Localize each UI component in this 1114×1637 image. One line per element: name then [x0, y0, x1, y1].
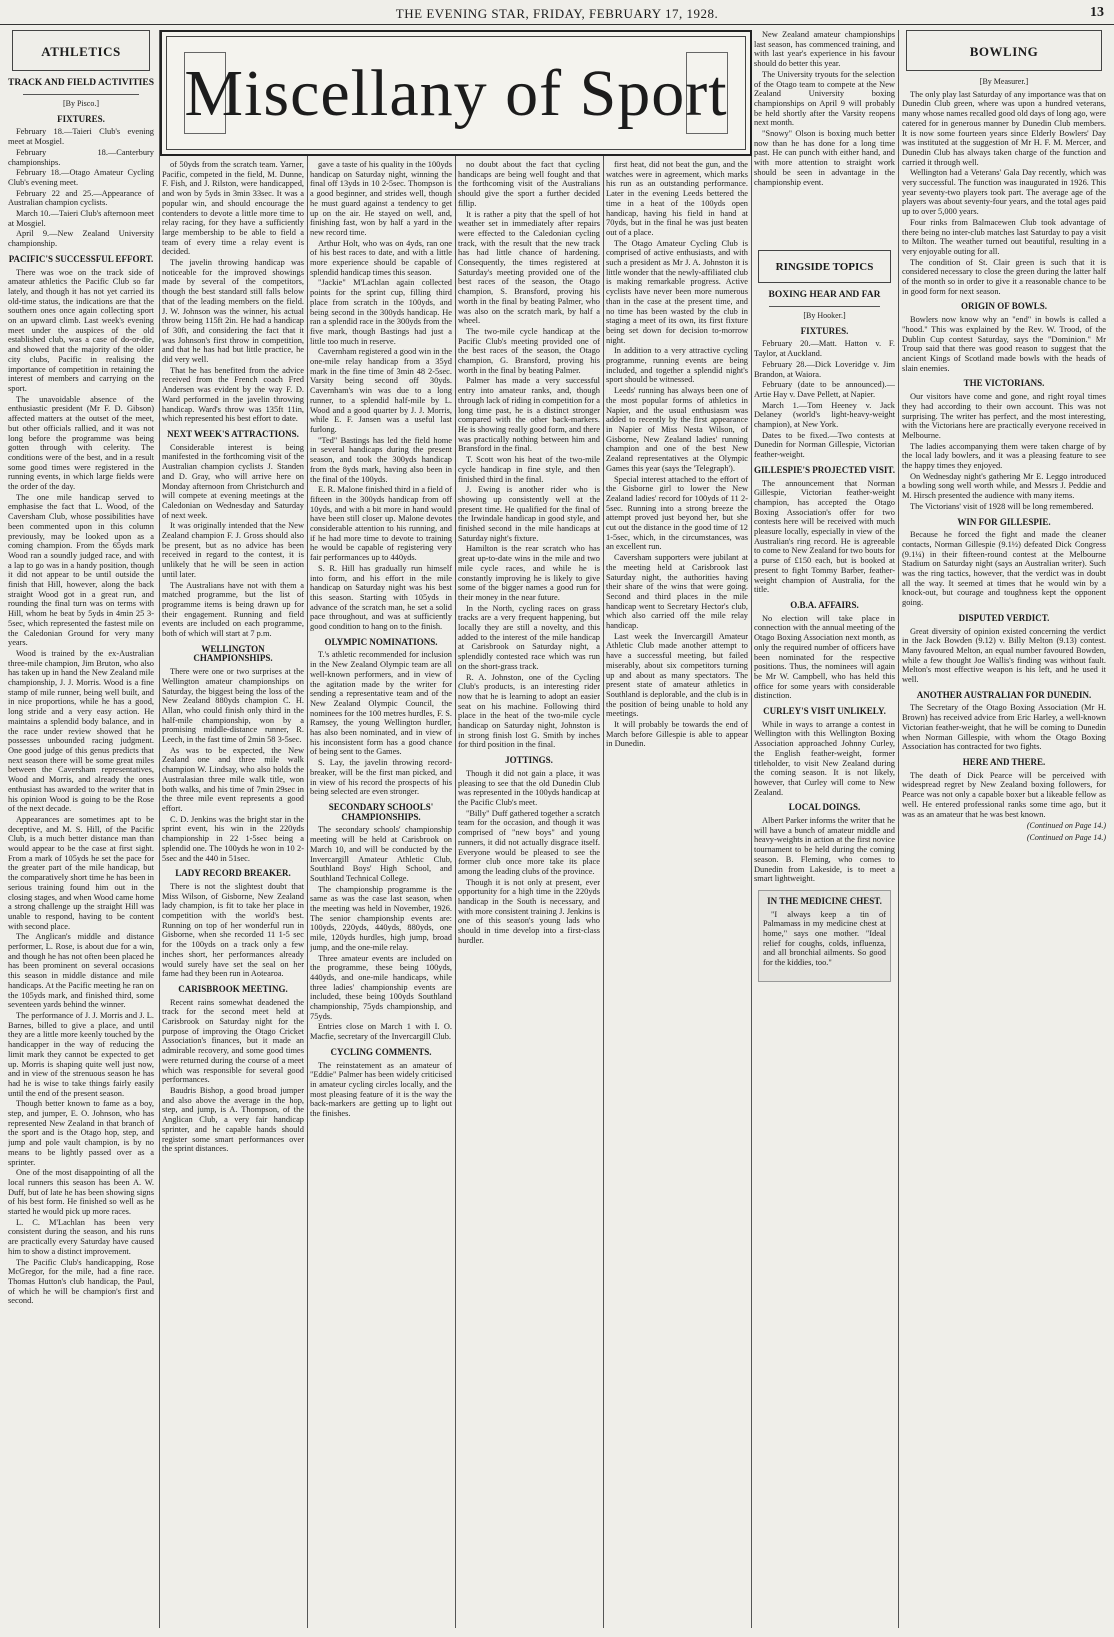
- article-paragraph: The condition of St. Clair green is such that it is considered necessary to close the green during the latter half of the month so in order to give it a reasonable chance to be in good form for next season.: [902, 257, 1106, 296]
- article-paragraph: The Pacific Club's handicapping, Rose McGregor, for the mile, had a fine race. Thomas Hutton's club handicap, the Paul, of which he will be champion's first and second.: [8, 1257, 154, 1306]
- article-paragraph: The Australians have not with them a matched programme, but the list of programme items is being drawn up for their engagement. Running and field events are included on each programme, both of which will start at 7 p.m.: [162, 580, 304, 639]
- article-paragraph: T. Scott won his heat of the two-mile cycle handicap in fine style, and then finished third in the final.: [458, 455, 600, 484]
- article-paragraph: S. R. Hill has gradually run himself into form, and his effort in the mile handicap on Saturday night was his best this season. Starting with 105yds in advance of the scratch man, he set a solid pace throughout, and was at sufficiently good condition to hang on to the finish.: [310, 563, 452, 632]
- ringside-header-box: [758, 250, 891, 283]
- continued-note: (Continued on Page 14.): [1026, 821, 1106, 831]
- column-rule: [751, 30, 752, 1628]
- subheading: ORIGIN OF BOWLS.: [961, 301, 1047, 312]
- article-paragraph: The Victorians' visit of 1928 will be long remembered.: [910, 501, 1094, 511]
- athletics-byline: [By Pisco.]: [63, 99, 99, 108]
- subheading: JOTTINGS.: [505, 755, 553, 766]
- article-paragraph: Leeds' running has always been one of the most popular forms of athletics in Napier, and the usual enthusiasm was added to recently by the first appearance in Napier of Miss Nesta Wilson, of Gisborne, New Zealand ladies' running champion and one of the best New Zealand representatives at the Olympic Games this year (says the 'Telegraph').: [606, 386, 748, 473]
- article-paragraph: The announcement that Norman Gillespie, Victorian feather-weight champion, has accepted the Otago Boxing Association's offer for two contests here will be received with much pleasure locally, especially in view of the Australian's ring record. He is agreeable to come to New Zealand for two bouts for a purse of £150 each, but is booked at present to fight Tommy Barber, feather-weight champion of Australia, for the title.: [754, 478, 895, 595]
- article-paragraph: Recent rains somewhat deadened the track for the second meet held at Carisbrook on Saturday night for the purpose of improving the Otago Cricket Association's finances, but it made an admirable recovery, and some good times were returned during the course of a meet which was responsible for several good performances.: [162, 997, 304, 1085]
- article-paragraph: The one mile handicap served to emphasise the fact that L. Wood, of the Caversham Club, whose possibilities have been commented upon in this column previously, may be looked upon as a coming champion. From the 65yds mark Wood ran a soundly judged race, and with a lap to go was in a handy position, though it did not appear to be until outside the finish that Hill, however, along the back straight Wood got in a great run, and rounding the final turn was on terms with Hill, whom he beat by 5yds in 4min 25 3-5sec, which represented the fastest mile on the Caledonian Ground for very many years.: [8, 492, 154, 648]
- advert-title: IN THE MEDICINE CHEST.: [767, 895, 882, 906]
- article-paragraph: L. C. M'Lachlan has been very consistent during the season, and his runs are practically every Saturday have caused him to show a distinct improvement.: [8, 1217, 154, 1256]
- article-paragraph: gave a taste of his quality in the 100yds handicap on Saturday night, winning the final off 13yds in 10 2-5sec. Thompson is a good beginner, and strides well, though he must guard against a tendency to get up on the air. He stayed on well, and, finishing fast, won by half a yard in the new record time.: [310, 160, 452, 237]
- column-2: [162, 160, 304, 1628]
- athletics-section-title: ATHLETICS: [41, 44, 121, 59]
- bowling-title: BOWLING: [969, 44, 1039, 59]
- subheading: NEXT WEEK'S ATTRACTIONS.: [167, 428, 299, 439]
- column-5: [606, 160, 748, 1628]
- subheading: SECONDARY SCHOOLS' CHAMPIONSHIPS.: [328, 802, 434, 822]
- subheading: O.B.A. AFFAIRS.: [790, 599, 859, 610]
- article-paragraph: Though better known to fame as a boy, step, and jumper, E. O. Johnson, who has represented New Zealand in that branch of the sport and is the Otago hop, step, and jump and pole vault champion, is by no means to be lightly passed over as a sprinter.: [8, 1099, 154, 1167]
- subheading: WELLINGTON CHAMPIONSHIPS.: [193, 643, 273, 664]
- subheading: DISPUTED VERDICT.: [958, 612, 1050, 623]
- article-paragraph: of 50yds from the scratch team. Yarner, Pacific, competed in the field, M. Dunne, F. Fish, and J. Rilston, were handicapped, and won by 5yds in 3min 33sec. It was a popular win, and should encourage the contenders to devote a little more time to relay racing, for they have a sufficiently large membership to be able to field a team of every time a relay event is decided.: [162, 160, 304, 257]
- divider: [23, 94, 139, 95]
- article-paragraph: There is not the slightest doubt that Miss Wilson, of Gisborne, New Zealand lady champion, is fit to take her place in competition with the world's best. Running on top of her wonderful run in Gisborne, when she recorded 11 1-5 sec for the 100yds on a track only a few inches short, her performances already would surely have set the seal on her fame had they been run in Aotearoa.: [162, 881, 304, 979]
- article-paragraph: The javelin throwing handicap was noticeable for the improved showings made by several of the competitors, though the best standard still falls below that of the leading members on the field. J. W. Johnson was the winner, his actual throw being 115ft 2in. He had a handicap of 30ft, and considering the fact that it was Johnson's first throw in competition, and that he has had but little practice, he did very well.: [162, 258, 304, 365]
- column-bowling: [902, 30, 1106, 1628]
- article-paragraph: no doubt about the fact that cycling handicaps are being well fought and that the forthcoming visit of the Australians should give the sport a further decided fillip.: [458, 160, 600, 208]
- subheading: THE VICTORIANS.: [963, 378, 1045, 389]
- banner-title: Miscellany of Sport: [184, 57, 728, 130]
- fixture-item: March 1.—Tom Heeney v. Jack Delaney (world's light-heavy-weight champion), at New York.: [754, 400, 895, 430]
- column-boxing: [754, 30, 895, 1628]
- fixture-item: Dates to be fixed.—Two contests at Dunedin for Norman Gillespie, Victorian feather-weight.: [754, 430, 895, 460]
- page-number: 13: [1090, 5, 1104, 20]
- article-paragraph: Appearances are sometimes apt to be deceptive, and M. S. Hill, of the Pacific Club, is a much better distance man than would appear to be the case at first sight. From a mark of 105yds he set the pace for the greater part of the mile handicap, but the comparatively short time he has been in serious training found him out in the closing stages, and when Wood came home a strong challenge up the straight Hill was unable to respond, having to be content with second place.: [8, 814, 154, 931]
- article-paragraph: That he has benefited from the advice received from the French coach Fred Andersen was evident by the way F. D. Ward performed in the javelin throwing handicap. Ward's throw was 135ft 11in, which represented his best effort to date.: [162, 365, 304, 424]
- fixture-item: February 20.—Matt. Hatton v. F. Taylor, at Auckland.: [754, 339, 895, 359]
- column-rule: [455, 30, 456, 1628]
- article-paragraph: The Otago Amateur Cycling Club is comprised of active enthusiasts, and with such a president as Mr J. A. Johnston it is little wonder that the newly-affiliated club is making remarkable progress. Active cyclists have never been more numerous than in the case at the present time, and no time has been wasted by the club in staging a meet of its own, its first fixture being set down for decision to-morrow night.: [606, 238, 748, 345]
- article-paragraph: R. A. Johnston, one of the Cycling Club's products, is an interesting rider now that he is learning to adopt an easier seat on his machine. Following third place in the heat of the two-mile cycle handicap on Saturday night, Johnston is in strong finish lost G. Smith by inches for third position in the final.: [458, 672, 600, 750]
- fixture-item: March 10.—Taieri Club's afternoon meet at Mosgiel.: [8, 209, 154, 228]
- bowling-byline: [By Measurer.]: [979, 77, 1029, 86]
- ringside-title: RINGSIDE TOPICS: [775, 261, 874, 273]
- subheading: ANOTHER AUSTRALIAN FOR DUNEDIN.: [916, 689, 1092, 700]
- article-paragraph: Three amateur events are included on the programme, these being 100yds, 440yds, and one-mile handicaps, while three ladies' championship events are included, these being 100yds Southland championship, 75yds championship, and 75yds.: [310, 953, 452, 1021]
- subheading: OLYMPIC NOMINATIONS.: [324, 636, 438, 647]
- article-paragraph: Though it is not only at present, ever opportunity for a high time in the 220yds handicap in the South is necessary, and with more consistent training J. Jenkins is one of this season's young lads who should in time develop into a first-class hurdler.: [458, 877, 600, 945]
- article-paragraph: first heat, did not beat the gun, and the watches were in agreement, which marks his run as an outstanding performance. Later in the evening Leeds bettered the time in a heat of the 100yds open handicap, having his field in hand at 70yds, but in the final he was just beaten out of a place.: [606, 160, 748, 237]
- article-paragraph: Bowlers now know why an "end" in bowls is called a "hood." This was explained by the Rev. W. Trood, of the Dublin Cup contest Saturday, says the "Dominion." Mr Troup said that there was good reason to suggest that the ancient Kings of Scotland made bowls with the heads of slain enemies.: [902, 315, 1106, 373]
- article-paragraph: Arthur Holt, who was on 4yds, ran one of his best races to date, and with a little more experience should be capable of splendid handicap times this season.: [310, 238, 452, 277]
- article-paragraph: Special interest attached to the effort of the Gisborne girl to lower the New Zealand ladies' record for 100yds of 11 2-5sec. Running into a strong breeze the attempt proved just beyond her, but she cut out the distance in the good time of 12 1-5sec, which, in the circumstances, was an excellent run.: [606, 474, 748, 552]
- article-paragraph: Last week the Invercargill Amateur Athletic Club made another attempt to have a successful meeting, but failed miserably, about six competitors turning up and about as many spectators. The present state of amateur athletics in Southland is deplorable, and the club is in the position of being unable to hold any meetings.: [606, 631, 748, 719]
- article-paragraph: "Snowy" Olson is boxing much better now than he has done for a long time past. He can punch with either hand, and with more attention to straight work should be seen in advantage in the championship event.: [754, 129, 895, 187]
- article-paragraph: The Secretary of the Otago Boxing Association (Mr H. Brown) has received advice from Eric Harley, a well-known Victorian feather-weight, that he will be coming to Dunedin when Norman Gillespie, with whom the Otago Boxing Association has contracted for two fights.: [902, 703, 1106, 752]
- column-6-top: [754, 30, 895, 240]
- column-rule: [898, 30, 899, 1628]
- article-paragraph: Palmer has made a very successful entry into amateur ranks, and, though through lack of riding in competition for a long time past, he is a distinct stronger compared with the other back-markers. He is showing really good form, and there was practically nothing between him and Bransford in the final.: [458, 376, 600, 454]
- article-paragraph: "Ted" Bastings has led the field home in several handicaps during the present season, and took the 300yds handicap from the 8yds mark, having also been in the final of the 100yds.: [310, 435, 452, 484]
- fixture-item: February 28.—Dick Loveridge v. Jim Brandon, at Waiora.: [754, 359, 895, 379]
- article-paragraph: The University tryouts for the selection of the Otago team to compete at the New Zealand University boxing championships on April 9 will probably be held shortly after the Varsity reopens next month.: [754, 69, 895, 128]
- article-paragraph: Because he forced the fight and made the cleaner contacts, Norman Gillespie (9.1½) defeated Dick Congress (9.1¼) in their fifteen-round contest at the Melbourne Stadium on Saturday night (says an Australian writer). Such was the ring tactics, however, that the verdict was in doubt all the way. It seemed at times that he would win by a knock-out, but courage and toughness kept the opponent going.: [902, 530, 1106, 608]
- article-paragraph: Wellington had a Veterans' Gala Day recently, which was very successful. The function was inaugurated in 1926. This year seventy-two players took part. The average age of the players was about seventy-four years, and the total ages paid up to over 5,000 years.: [902, 168, 1106, 217]
- column-rule: [159, 30, 160, 1628]
- article-paragraph: Wood is trained by the ex-Australian three-mile champion, Jim Bruton, who also has taken up in hand the New Zealand mile championship, J. J. Morris. Wood is a fine stamp of mile runner, being well built, and in nice proportions, while he has a good, long stride and a very easy action. He maintains a splendid body balance, and in the race under review showed that he possesses unbounded racing judgment. One good judge of this genus predicts that next season there will be some great miles between the Caversham representatives, Wood and Morris, and already the ones enthusiast has awarded to the writer that in his opinion Wood is going to be the Rose of the next decade.: [8, 648, 154, 814]
- article-paragraph: T.'s athletic recommended for inclusion in the New Zealand Olympic team are all well-known performers, and in view of the agitation made by the writer for sending a representative team and of the New Zealand Olympic Council, the nominees for the 100 metres hurdles, F. S. Ramsey, the young Wellington hurdler, has also been nominated, and in view of his inconsistent form has a good chance of being sent to the Games.: [310, 650, 452, 757]
- subheading: CARISBROOK MEETING.: [178, 983, 288, 994]
- advert-text: "I always keep a tin of Palmamass in my medicine chest at home," says one mother. "Ideal relief for coughs, colds, influenza, and all bronchial ailments. So good for the kiddies, too.": [763, 909, 886, 968]
- athletics-heading: TRACK AND FIELD ACTIVITIES: [8, 78, 154, 88]
- article-paragraph: The championship programme is the same as was the case last season, when the meeting was held in November, 1926. The senior championship events are: 100yds, 220yds, 440yds, 880yds, one mile, 120yds hurdles, high jump, broad jump, and the one-mile relay.: [310, 884, 452, 952]
- boxing-byline: [By Hooker.]: [803, 311, 846, 320]
- fixture-item: February (date to be announced).—Artie Hay v. Dave Pellett, at Napier.: [754, 380, 895, 399]
- article-paragraph: Our visitors have come and gone, and right royal times they had according to their own account. This was not surprising. The writer has perfect, and the most interesting, with the Victorians here are practically everyone received in Melbourne.: [902, 392, 1106, 440]
- column-rule: [603, 30, 604, 1628]
- article-paragraph: Though it did not gain a place, it was pleasing to see that the old Dunedin Club was represented in the 100yds handicap at the Pacific Club's meet.: [458, 768, 600, 807]
- article-paragraph: The reinstatement as an amateur of "Eddie" Palmer has been widely criticised in amateur cycling circles locally, and the most pleasing feature of it is the way the back-markers are getting up to light out the finishes.: [310, 1060, 452, 1119]
- article-paragraph: J. Ewing is another rider who is showing up consistently well at the present time. He qualified for the final of the Irwindale handicap in good style, and finished second in the mile handicaps at Saturday night's fixture.: [458, 485, 600, 543]
- fixtures-title: FIXTURES.: [57, 113, 105, 124]
- section-banner: [160, 30, 752, 156]
- article-paragraph: There was woe on the track side of amateur athletics the Pacific Club so far lately, and though it has not yet carried its old-time status, the indications are that the southern ones once again collecting sport on an upward climb. Last week's evening meet under the auspices of the old established club, was a case of do-or-die, and showed that the majority of the older city clubs, Pacific in realising the importance of competition in retaining the interest of members and carrying on the sport.: [8, 267, 154, 393]
- article-paragraph: The death of Dick Pearce will be perceived with widespread regret by New Zealand boxing followers, for Pearce was not only a capable boxer but a likeable fellow as well. He entered professional ranks some time ago, but it was as an amateur that he was best known.: [902, 770, 1106, 819]
- advertisement-box: [758, 890, 891, 982]
- column-athletics: [8, 30, 154, 1628]
- article-paragraph: The performance of J. J. Morris and J. L. Barnes, billed to give a place, and until they are a little more keenly touched by the handicapper in the way of reducing the limit mark they cannot be expected to get up. Morris is shaping quite well just now, and in view of the strenuous season he has had he is wise to take things fairly easily until the end of the present season.: [8, 1010, 154, 1098]
- article-paragraph: The unavoidable absence of the enthusiastic president (Mr F. D. Gibson) affected matters at the outset of the meet, but other officials rallied, and it was not long before the programme was being gotten through with celerity. The conditions were of the best, and in a result some good times were registered in the running events, in which large fields were the order of the day.: [8, 394, 154, 492]
- article-paragraph: No election will take place in connection with the annual meeting of the Otago Boxing Association next month, as only the required number of officers have been nominated for the respective positions. Thus, the nominees will again be Mr W. Campbell, who has held this office for some years with considerable distinction.: [754, 613, 895, 701]
- article-paragraph: "Billy" Duff gathered together a scratch team for the occasion, and though it was comprised of "new boys" and young runners, it did not actually disgrace itself. Everyone would be pleased to see the former club once more take its place among the leading clubs of the province.: [458, 808, 600, 876]
- article-paragraph: Caversham supporters were jubilant at the meeting held at Carisbrook last Saturday night, the authorities having their share of the wins that were going. Second and third places in the mile handicap went to Secretary Hector's club, which also carried off the mile relay handicap.: [606, 553, 748, 631]
- article-paragraph: "Jackie" M'Lachlan again collected points for the sprint cup, filling third place from scratch in the 100yds, and being second in the 300yds handicap. He ran a splendid race in the 300yds from the five mark, though Bastings had just a little too much in reserve.: [310, 278, 452, 346]
- article-paragraph: In addition to a very attractive cycling programme, running events are being included, and together a splendid night's sport should be witnessed.: [606, 346, 748, 385]
- article-paragraph: As was to be expected, the New Zealand one and three mile walk champion W. Lindsay, who also holds the Australasian three mile walk title, won both walks, and his time of 7min 29sec in the three mile event represents a good effort.: [162, 745, 304, 813]
- article-paragraph: Hamilton is the rear scratch who has great up-to-date wins in the mile and two mile cycle races, and while he is constantly improving he is likely to give some of the bigger names a good run for their money in the near future.: [458, 544, 600, 602]
- athletics-header-box: [12, 30, 150, 71]
- fixture-item: February 18.—Canterbury championships.: [8, 147, 154, 167]
- masthead-title: THE EVENING STAR, FRIDAY, FEBRUARY 17, 1928.: [395, 6, 719, 21]
- article-paragraph: E. R. Malone finished third in a field of fifteen in the 300yds handicap from off 10yds, and with a bit more in hand would have been still closer up. Malone devotes considerable attention to his running, and if he had more time to devote to training he would be capable of registering very fair performances up to 440yds.: [310, 485, 452, 563]
- fixture-item: April 9.—New Zealand University championship.: [8, 229, 154, 249]
- article-paragraph: The only play last Saturday of any importance was that on Dunedin Club green, where was upon a hundred veterans, many whose names recalled good old days of long ago, were catered for in generous manner by Dunedin Club members. It is now some fourteen years since Elderly Bowlers' Day was instituted at the suggestion of Mr H. F. M. Mercer, and Dunedin Club has always taken charge of the function and carried it through well.: [902, 89, 1106, 167]
- article-paragraph: Four rinks from Balmacewen Club took advantage of there being no inter-club matches last Saturday to pay a visit to Milton. The weather turned out beautiful, resulting in a very enjoyable outing for all.: [902, 217, 1106, 256]
- column-4: [458, 160, 600, 1628]
- continued-note: (Continued on Page 14.): [1026, 832, 1106, 842]
- article-paragraph: In the North, cycling races on grass tracks are a very frequent happening, but locally they are still a novelty, and this added to the interest of the mile handicap at Carisbrook on Saturday night, a splendidly contested race which was run on the short-grass track.: [458, 603, 600, 671]
- subheading: GILLESPIE'S PROJECTED VISIT.: [754, 464, 895, 475]
- subheading: WIN FOR GILLESPIE.: [957, 516, 1051, 527]
- column-rule: [307, 30, 308, 1628]
- article-paragraph: C. D. Jenkins was the bright star in the sprint event, his win in the 220yds championship in 22 1-5sec being a splendid one. The 100yds he won in 10 2-5sec and the 440 in 51sec.: [162, 814, 304, 863]
- article-paragraph: It was originally intended that the New Zealand champion F. J. Gross should also be present, but as no advice has been received in regard to the contest, it is unlikely that he will be seen in action until later.: [162, 521, 304, 579]
- article-paragraph: It will probably be towards the end of March before Gillespie is able to appear in Dunedin.: [606, 720, 748, 749]
- fixture-item: February 22 and 25.—Appearance of Australian champion cyclists.: [8, 188, 154, 208]
- subheading: CYCLING COMMENTS.: [330, 1046, 432, 1057]
- article-paragraph: One of the most disappointing of all the local runners this season has been A. W. Duff, but of late he has been showing signs of his best form. He finished so well as he started he would pick up more races.: [8, 1168, 154, 1217]
- column-3: [310, 160, 452, 1628]
- fixture-item: February 18.—Taieri Club's evening meet at Mosgiel.: [8, 127, 154, 147]
- article-paragraph: Entries close on March 1 with I. O. Macfie, secretary of the Invercargill Club.: [310, 1022, 452, 1042]
- article-paragraph: Cavernham registered a good win in the one-mile relay handicap from a 35yd mark in the fine time of 3min 48 2-5sec. Varsity being second off 30yds. Cavernham's win was due to a long runner, to a splendid half-mile by L. Wood and a good quarter by J. J. Morris, while E. F. Jansen was a useful last furlong.: [310, 347, 452, 434]
- article-paragraph: It is rather a pity that the spell of hot weather set in immediately after repairs were effected to the Caledonian cycling track, with the result that the new track has had little chance of hardening. Consequently, the times registered at Saturday's meeting provided one of the best races of the season, the Otago champion, S. Bransford, proving his worth in the final by beating Palmer, who was also on the scratch mark, by half a wheel.: [458, 209, 600, 326]
- subheading: CURLEY'S VISIT UNLIKELY.: [763, 706, 886, 717]
- article-paragraph: The Anglican's middle and distance performer, L. Rose, is about due for a win, and though he has not often been placed he has been prominent on several occasions this season in middle distance and mile handicaps. At the Pacific meeting he ran on the 105yds mark, and finished third, some seventeen yards behind the winner.: [8, 932, 154, 1010]
- subheading: LADY RECORD BREAKER.: [175, 868, 291, 879]
- fixture-item: February 18.—Otago Amateur Cycling Club's evening meet.: [8, 168, 154, 187]
- boxing-heading: BOXING HEAR AND FAR: [768, 290, 881, 300]
- article-paragraph: The two-mile cycle handicap at the Pacific Club's meeting provided one of the best races of the season, the Otago champion, G. Bransford, proving his worth in the final by beating Palmer.: [458, 326, 600, 375]
- article-paragraph: The ladies accompanying them were taken charge of by the local lady bowlers, and it was a pleasing feature to see the happy times they enjoyed.: [902, 441, 1106, 471]
- article-paragraph: While in ways to arrange a contest in Wellington with this Wellington Boxing Association approached Johnny Curley, the English feather-weight, former titleholder, to visit New Zealand during the coming season. It is not likely, however, that Curley will come to New Zealand.: [754, 719, 895, 797]
- article-paragraph: Great diversity of opinion existed concerning the verdict in the Jack Bowden (9.12) v. Billy Melton (9.13) contest. Many favoured Melton, an equal number favoured Bowden, while a few thought Joe Wallis's finding was without fault. Melton's most effective weapon is his left, and he used it well.: [902, 626, 1106, 685]
- article-paragraph: Albert Parker informs the writer that he will have a bunch of amateur middle and heavy-weights in action at the first novice tournament to be held during the coming season. B. Fleming, who comes to Dunedin from Lakeside, is to meet a smart lightweight.: [754, 816, 895, 884]
- article-paragraph: There were one or two surprises at the Wellington amateur championships on Saturday, the biggest being the loss of the New Zealand 880yds champion C. H. Allan, who could finish only third in the half-mile championship, won by a promising middle-distance runner, R. Leech, in the fast time of 2min 58 3-5sec.: [162, 667, 304, 745]
- subheading: HERE AND THERE.: [962, 757, 1046, 767]
- article-paragraph: Baudris Bishop, a good broad jumper and also above the average in the hop, step, and jump, is A. Thompson, of the Anglican Club, a very fair handicap sprinter, and he capable hands should register some smart performances over the sprint distances.: [162, 1085, 304, 1154]
- article-paragraph: On Wednesday night's gathering Mr E. Leggo introduced a bowling song well worth while, and Messrs J. Peddie and M. Hirsch presented the audience with many items.: [902, 471, 1106, 501]
- story-title: PACIFIC'S SUCCESSFUL EFFORT.: [8, 253, 154, 264]
- masthead: [0, 4, 1114, 25]
- divider: [769, 306, 880, 307]
- fixtures-title: FIXTURES.: [800, 325, 849, 336]
- article-paragraph: The secondary schools' championship meeting will be held at Carisbrook on March 10, and will be conducted by the Invercargill Amateur Athletic Club, Southland Boys' High School, and Southland Technical College.: [310, 825, 452, 883]
- article-paragraph: New Zealand amateur championships last season, has commenced training, and with last year's experience in his favour should do better this year.: [754, 30, 895, 69]
- article-paragraph: Considerable interest is being manifested in the forthcoming visit of the Australian champion cyclists J. Standen and D. Gray, who will arrive here on Monday afternoon from Christchurch and will compete at evening meetings at the Caledonian on Wednesday and Saturday of next week.: [162, 442, 304, 520]
- article-paragraph: S. Lay, the javelin throwing record-breaker, will be the first man picked, and in view of his record the prospects of his being selected are even stronger.: [310, 758, 452, 797]
- subheading: LOCAL DOINGS.: [788, 802, 861, 813]
- bowling-header-box: [906, 30, 1102, 71]
